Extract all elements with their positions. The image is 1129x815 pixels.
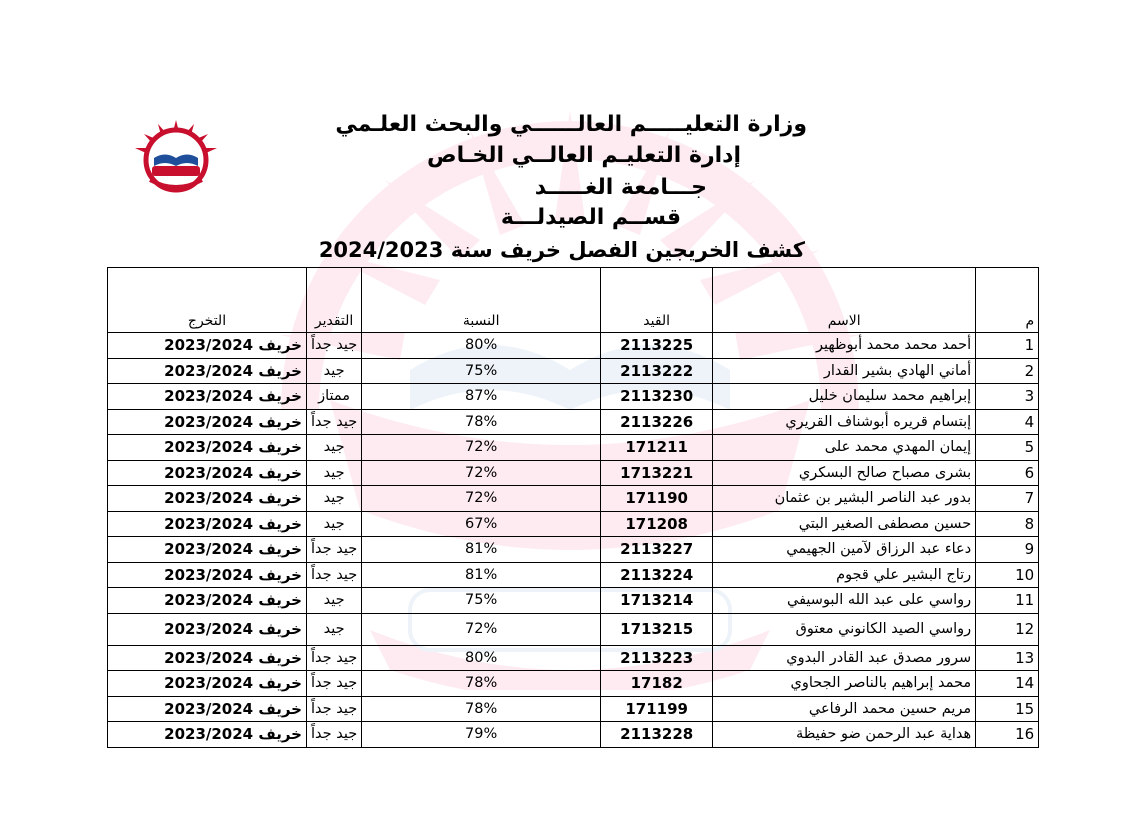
student-name-cell: رتاج البشير علي قجوم [713,562,976,588]
grade-cell: جيد [307,613,362,645]
grade-cell: جيد جداً [307,722,362,748]
percentage-cell: 78% [362,671,601,697]
student-id-cell: 171190 [601,486,713,512]
percentage-cell: 80% [362,645,601,671]
student-name-cell: رواسي الصيد الكانوني معتوق [713,613,976,645]
table-row [108,696,1039,722]
row-number-cell: 7 [976,486,1039,512]
graduation-term-cell: خريف 2023/2024 [108,562,307,588]
table-row [108,333,1039,359]
student-name-cell: بدور عبد الناصر البشير بن عثمان [713,486,976,512]
graduation-term-cell: خريف 2023/2024 [108,613,307,645]
row-number-cell: 15 [976,696,1039,722]
grade-cell: جيد [307,588,362,614]
student-name-cell: حسين مصطفى الصغير البتي [713,511,976,537]
col-header-name: الاسم [713,268,976,333]
percentage-cell: 81% [362,562,601,588]
graduation-term-cell: خريف 2023/2024 [108,537,307,563]
student-name-cell: مريم حسين محمد الرفاعي [713,696,976,722]
grade-cell: جيد [307,486,362,512]
student-name-cell: رواسي على عبد الله البوسيفي [713,588,976,614]
col-header-pct: النسبة [362,268,601,333]
department-title: إدارة التعليـم العالــي الخـاص [426,143,741,168]
grade-cell: جيد جداً [307,696,362,722]
graduation-term-cell: خريف 2023/2024 [108,722,307,748]
row-number-cell: 12 [976,613,1039,645]
percentage-cell: 81% [362,537,601,563]
col-header-no: م [976,268,1039,333]
graduation-term-cell: خريف 2023/2024 [108,460,307,486]
graduation-term-cell: خريف 2023/2024 [108,511,307,537]
student-id-cell: 17182 [601,671,713,697]
row-number-cell: 13 [976,645,1039,671]
row-number-cell: 4 [976,409,1039,435]
student-id-cell: 171208 [601,511,713,537]
student-id-cell: 2113228 [601,722,713,748]
col-header-grade: التقدير [307,268,362,333]
table-row [108,435,1039,461]
table-header-row [108,268,1039,333]
table-row [108,722,1039,748]
grade-cell: جيد جداً [307,562,362,588]
graduation-term-cell: خريف 2023/2024 [108,671,307,697]
table-row [108,613,1039,645]
row-number-cell: 16 [976,722,1039,748]
student-name-cell: محمد إبراهيم بالناصر الجحاوي [713,671,976,697]
row-number-cell: 10 [976,562,1039,588]
row-number-cell: 3 [976,384,1039,410]
table-row [108,511,1039,537]
percentage-cell: 72% [362,460,601,486]
faculty-name: قســم الصيدلـــة [500,205,681,230]
graduation-term-cell: خريف 2023/2024 [108,486,307,512]
graduation-term-cell: خريف 2023/2024 [108,696,307,722]
percentage-cell: 87% [362,384,601,410]
row-number-cell: 6 [976,460,1039,486]
student-name-cell: سرور مصدق عبد القادر البدوي [713,645,976,671]
student-name-cell: إبتسام قريره أبوشناف القريري [713,409,976,435]
graduation-term-cell: خريف 2023/2024 [108,435,307,461]
grade-cell: جيد [307,460,362,486]
table-row [108,358,1039,384]
grade-cell: جيد جداً [307,645,362,671]
table-row [108,671,1039,697]
percentage-cell: 75% [362,358,601,384]
graduates-table [107,267,1039,748]
student-name-cell: إبراهيم محمد سليمان خليل [713,384,976,410]
percentage-cell: 75% [362,588,601,614]
student-name-cell: أحمد محمد محمد أبوظهير [713,333,976,359]
table-row [108,486,1039,512]
table-row [108,537,1039,563]
student-id-cell: 1713215 [601,613,713,645]
graduation-term-cell: خريف 2023/2024 [108,588,307,614]
percentage-cell: 72% [362,486,601,512]
graduation-term-cell: خريف 2023/2024 [108,645,307,671]
grade-cell: جيد جداً [307,537,362,563]
student-name-cell: دعاء عبد الرزاق لآمين الجهيمي [713,537,976,563]
table-row [108,384,1039,410]
percentage-cell: 67% [362,511,601,537]
graduation-term-cell: خريف 2023/2024 [108,333,307,359]
row-number-cell: 11 [976,588,1039,614]
row-number-cell: 2 [976,358,1039,384]
graduation-term-cell: خريف 2023/2024 [108,358,307,384]
student-name-cell: هداية عبد الرحمن ضو حفيظة [713,722,976,748]
grade-cell: جيد [307,511,362,537]
percentage-cell: 72% [362,613,601,645]
student-id-cell: 171211 [601,435,713,461]
student-id-cell: 2113222 [601,358,713,384]
table-row [108,588,1039,614]
university-logo [130,118,222,198]
student-name-cell: إيمان المهدي محمد على [713,435,976,461]
col-header-id: القيد [601,268,713,333]
graduation-term-cell: خريف 2023/2024 [108,384,307,410]
student-id-cell: 2113230 [601,384,713,410]
student-id-cell: 2113227 [601,537,713,563]
table-row [108,460,1039,486]
percentage-cell: 72% [362,435,601,461]
student-id-cell: 171199 [601,696,713,722]
grade-cell: جيد جداً [307,333,362,359]
percentage-cell: 79% [362,722,601,748]
table-row [108,562,1039,588]
student-id-cell: 1713214 [601,588,713,614]
row-number-cell: 5 [976,435,1039,461]
student-id-cell: 2113224 [601,562,713,588]
percentage-cell: 78% [362,409,601,435]
col-header-grad: التخرج [108,268,307,333]
row-number-cell: 1 [976,333,1039,359]
page-title: كشف الخريجين الفصل خريف سنة 2024/2023 [318,238,805,262]
row-number-cell: 9 [976,537,1039,563]
student-name-cell: بشرى مصباح صالح البسكري [713,460,976,486]
table-row [108,645,1039,671]
student-id-cell: 2113225 [601,333,713,359]
student-id-cell: 2113223 [601,645,713,671]
table-row [108,409,1039,435]
grade-cell: ممتاز [307,384,362,410]
student-name-cell: أماني الهادي بشير القدار [713,358,976,384]
grade-cell: جيد [307,358,362,384]
grade-cell: جيد جداً [307,409,362,435]
ministry-title: وزارة التعليـــــم العالــــــي والبحث العلـمي [335,112,807,137]
percentage-cell: 80% [362,333,601,359]
row-number-cell: 14 [976,671,1039,697]
graduation-term-cell: خريف 2023/2024 [108,409,307,435]
grade-cell: جيد [307,435,362,461]
student-id-cell: 1713221 [601,460,713,486]
student-id-cell: 2113226 [601,409,713,435]
row-number-cell: 8 [976,511,1039,537]
percentage-cell: 78% [362,696,601,722]
grade-cell: جيد جداً [307,671,362,697]
university-name: جـــامعة الغـــــد [534,175,707,200]
